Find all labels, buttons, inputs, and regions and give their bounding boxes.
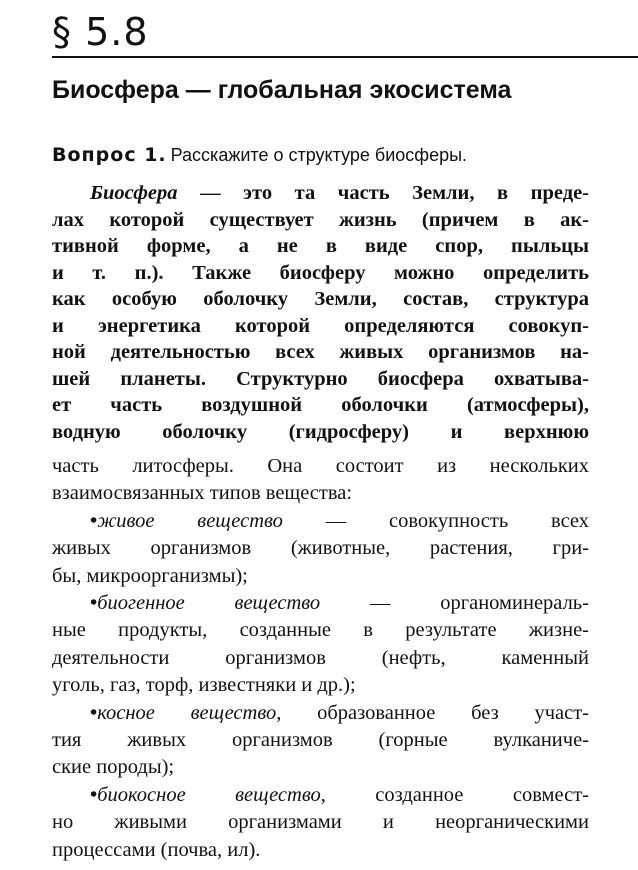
text-line: уголь, газ, торф, известняки и др.); bbox=[52, 674, 356, 697]
bullet-biogenic-matter bbox=[52, 590, 589, 617]
text-line bbox=[52, 180, 589, 207]
text-line: шей планеты. Структурно биосфера охватыва- bbox=[52, 367, 589, 390]
text-line: деятельности организмов (нефть, каменный bbox=[52, 646, 589, 669]
term-biogenic-matter: биогенное вещество bbox=[97, 592, 321, 615]
text-line: часть литосферы. Она состоит из нескольких bbox=[52, 455, 589, 477]
bullet-inert-matter bbox=[52, 700, 589, 727]
question-label: Вопрос 1. bbox=[52, 144, 167, 166]
text-line: бы, микроорганизмы); bbox=[52, 564, 248, 587]
answer-paragraph-regular bbox=[52, 453, 589, 864]
bullet-icon: • bbox=[90, 592, 98, 615]
section-divider bbox=[52, 56, 638, 58]
bullet-icon: • bbox=[90, 509, 98, 532]
text-line: ские породы); bbox=[52, 756, 175, 779]
text-line: и энергетика которой определяются совокуп- bbox=[52, 314, 589, 337]
text-line: ет часть воздушной оболочки (атмосферы), bbox=[52, 394, 589, 416]
bullet-bioinert-matter bbox=[52, 782, 589, 809]
bullet-icon: • bbox=[90, 783, 98, 806]
text-line: тивной форме, а не в виде спор, пыльцы bbox=[52, 235, 589, 257]
question-text: Расскажите о структуре биосферы. bbox=[170, 145, 468, 165]
term-biosphere: Биосфера bbox=[90, 182, 178, 204]
answer-paragraph-bold bbox=[52, 180, 589, 445]
line-fragment: , образованное без участ- bbox=[276, 701, 589, 724]
text-line: ные продукты, созданные в результате жизне- bbox=[52, 619, 589, 642]
text-line: водную оболочку (гидросферу) и верхнюю bbox=[52, 420, 589, 443]
bullet-icon: • bbox=[90, 701, 98, 724]
text-line: взаимосвязанных типов вещества: bbox=[52, 482, 353, 505]
text-line: процессами (почва, ил). bbox=[52, 838, 261, 861]
text-line: и т. п.). Также биосферу можно определить bbox=[52, 261, 589, 284]
question-heading bbox=[52, 140, 467, 172]
line-fragment: — органоминераль- bbox=[320, 592, 589, 615]
term-inert-matter: косное вещество bbox=[97, 701, 277, 724]
term-living-matter: живое вещество bbox=[97, 509, 283, 532]
text-line: но живыми организмами и неорганическими bbox=[52, 811, 589, 834]
line-fragment: — это та часть Земли, в преде- bbox=[177, 182, 589, 204]
text-line: лах которой существует жизнь (причем в ак- bbox=[52, 208, 589, 231]
term-bioinert-matter: биокосное вещество bbox=[97, 783, 321, 806]
section-title: Биосфера — глобальная экосистема bbox=[52, 76, 512, 104]
section-number: § 5.8 bbox=[52, 10, 149, 54]
line-fragment: , созданное совмест- bbox=[320, 783, 589, 806]
text-line: живых организмов (животные, растения, гри- bbox=[52, 537, 589, 560]
text-line: как особую оболочку Земли, состав, структура bbox=[52, 288, 589, 310]
text-line: тия живых организмов (горные вулканиче- bbox=[52, 729, 589, 752]
text-line: ной деятельностью всех живых организмов на- bbox=[52, 341, 589, 363]
line-fragment: — совокупность всех bbox=[282, 509, 590, 532]
bullet-living-matter bbox=[52, 508, 589, 535]
